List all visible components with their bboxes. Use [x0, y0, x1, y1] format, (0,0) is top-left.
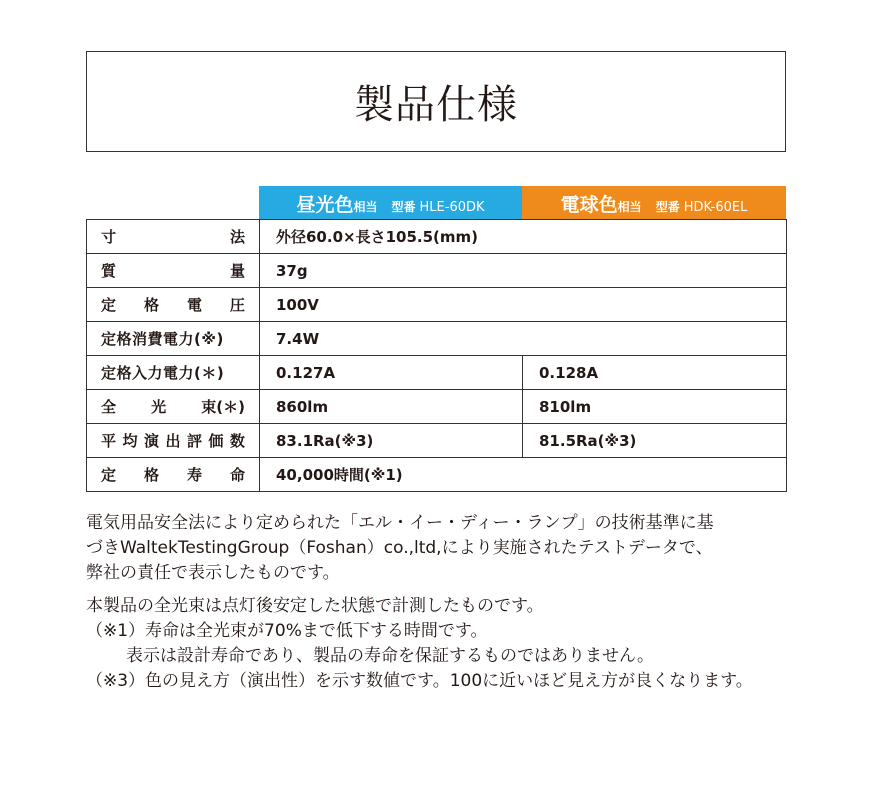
label-char: 演 — [143, 432, 159, 450]
row-label-rated-input — [87, 356, 260, 390]
table-row — [87, 220, 787, 254]
title-box — [86, 51, 786, 152]
row-value-weight: 37g — [260, 254, 787, 288]
note-line: 電気用品安全法により定められた「エル・イー・ディー・ランプ」の技術基準に基 — [86, 513, 714, 533]
label-char: 電 — [186, 296, 202, 314]
label-char: 寸 — [101, 228, 117, 246]
header-bulb-suffix: 相当 — [617, 200, 642, 214]
row-label-rated-power — [87, 322, 260, 356]
label-char: 量 — [229, 262, 245, 280]
note-line: 本製品の全光束は点灯後安定した状態で計測したものです。 — [86, 596, 544, 616]
table-row — [87, 322, 787, 356]
table-row — [87, 424, 787, 458]
note-line: づきWaltekTestingGroup（Foshan）co.,ltd,により実施されたテストデータで、 — [86, 538, 713, 558]
label-char: 法 — [229, 228, 245, 246]
label-char: 定 — [101, 466, 117, 484]
label-char: 質 — [101, 262, 117, 280]
spec-table — [86, 219, 787, 492]
label-text: 定格消費電力(※) — [101, 330, 224, 348]
label-char: 全 — [101, 398, 117, 416]
note-line: 表示は設計寿命であり、製品の寿命を保証するものではありません。 — [126, 646, 655, 666]
label-char: 定 — [101, 296, 117, 314]
label-char: 数 — [229, 432, 245, 450]
row-label-color-rendering — [87, 424, 260, 458]
row-label-weight — [87, 254, 260, 288]
header-daylight-model-prefix: 型番 — [391, 200, 416, 214]
table-row — [87, 458, 787, 492]
row-label-dimensions — [87, 220, 260, 254]
label-char: 寿 — [186, 466, 202, 484]
note-line: 弊社の責任で表示したものです。 — [86, 563, 340, 583]
row-value-rated-input-daylight: 0.127A — [260, 356, 523, 390]
header-bulb — [522, 186, 786, 219]
row-value-rated-voltage: 100V — [260, 288, 787, 322]
page-title: 製品仕様 — [354, 82, 518, 128]
table-row — [87, 288, 787, 322]
row-value-luminous-flux-daylight: 860lm — [260, 390, 523, 424]
notes-section — [86, 511, 786, 694]
table-row — [87, 390, 787, 424]
label-text: 定格入力電力(＊) — [101, 364, 225, 382]
row-value-luminous-flux-bulb: 810lm — [523, 390, 787, 424]
label-char: 圧 — [229, 296, 245, 314]
header-bulb-name: 電球色 — [560, 194, 618, 216]
label-char: 価 — [208, 432, 224, 450]
label-char: 評 — [186, 432, 202, 450]
spec-header-row — [259, 186, 786, 219]
row-value-rated-input-bulb: 0.128A — [523, 356, 787, 390]
header-daylight — [259, 186, 522, 219]
label-char: 命 — [229, 466, 245, 484]
header-daylight-model: HLE-60DK — [419, 200, 485, 215]
row-value-color-rendering-bulb: 81.5Ra(※3) — [523, 424, 787, 458]
label-char: 均 — [122, 432, 138, 450]
table-row — [87, 356, 787, 390]
row-value-rated-power: 7.4W — [260, 322, 787, 356]
label-char: 平 — [101, 432, 117, 450]
row-value-rated-life: 40,000時間(※1) — [260, 458, 787, 492]
header-daylight-suffix: 相当 — [353, 200, 378, 214]
row-value-color-rendering-daylight: 83.1Ra(※3) — [260, 424, 523, 458]
note-line: （※1）寿命は全光束が70%まで低下する時間です。 — [86, 621, 488, 641]
label-char: 光 — [151, 398, 167, 416]
header-daylight-name: 昼光色 — [296, 194, 354, 216]
note-line: （※3）色の見え方（演出性）を示す数値です。100に近いほど見え方が良くなります。 — [86, 671, 753, 691]
row-label-luminous-flux — [87, 390, 260, 424]
header-bulb-model-prefix: 型番 — [655, 200, 680, 214]
label-char: 出 — [165, 432, 181, 450]
row-value-dimensions: 外径60.0×長さ105.5(mm) — [260, 220, 787, 254]
label-char: 格 — [143, 296, 159, 314]
table-row — [87, 254, 787, 288]
label-char: 格 — [143, 466, 159, 484]
row-label-rated-voltage — [87, 288, 260, 322]
row-label-rated-life — [87, 458, 260, 492]
header-bulb-model: HDK-60EL — [683, 200, 748, 215]
label-char: 束(＊) — [201, 398, 245, 416]
